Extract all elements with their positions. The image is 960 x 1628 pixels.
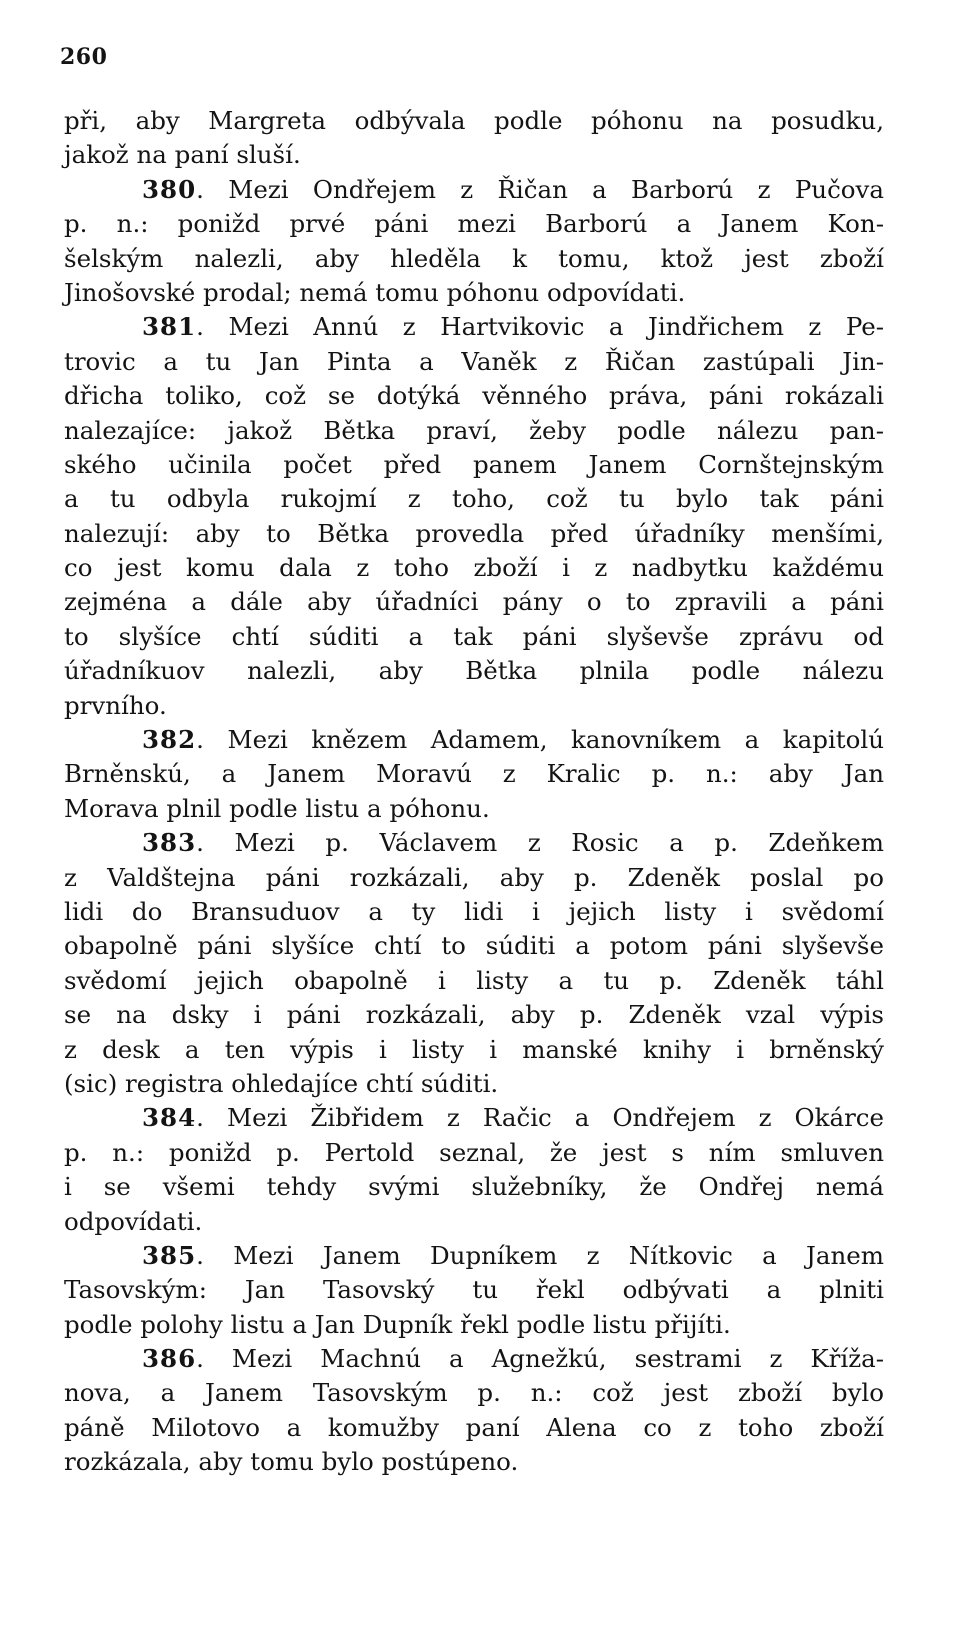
line-text: p. n.: ponižd p. Pertold seznal, že jest s ním smluven [64, 1137, 884, 1167]
line-text: p. n.: ponižd prvé páni mezi Barború a Janem Kon- [64, 209, 884, 239]
line-text: rozkázala, aby tomu bylo postúpeno. [64, 1447, 519, 1477]
line-text: . Mezi Machnú a Agnežkú, sestrami z Křížа- [196, 1344, 884, 1374]
text-line [64, 138, 884, 172]
line-text: lidi do Bransuduov a ty lidi i jejich listy i svědomí [64, 896, 884, 926]
entry-number: 385 [142, 1240, 197, 1270]
line-text: svědomí jejich obapolně i listy a tu p. Zdeněk táhl [64, 965, 884, 995]
line-text: úřadníkuov nalezli, aby Bětka plnila podle nálezu [64, 656, 884, 686]
text-line [64, 792, 884, 826]
text-line [64, 517, 884, 551]
text-line [64, 723, 884, 757]
text-line [64, 242, 884, 276]
text-line [64, 104, 884, 138]
line-text: páně Milotovo a komužby paní Alena co z toho zboží [64, 1412, 884, 1442]
line-text: šelským nalezli, aby hleděla k tomu, ktož jest zboží [64, 243, 884, 273]
text-line [64, 585, 884, 619]
entry-number: 381 [142, 312, 197, 342]
text-line [64, 826, 884, 860]
entry-number: 386 [142, 1344, 197, 1374]
line-text: obapolně páni slyšíce chtí to súditi a potom páni slyševše [64, 931, 884, 961]
text-line [64, 895, 884, 929]
line-text: . Mezi p. Václavem z Rosic a p. Zdeňkem [196, 828, 884, 858]
text-line [64, 1239, 884, 1273]
text-line [64, 929, 884, 963]
text-line [64, 1067, 884, 1101]
line-text: a tu odbyla rukojmí z toho, což tu bylo tak páni [64, 484, 884, 514]
text-line [64, 1205, 884, 1239]
text-line [64, 654, 884, 688]
text-line [64, 1342, 884, 1376]
text-line [64, 448, 884, 482]
text-line [64, 310, 884, 344]
line-text: prvního. [64, 690, 167, 720]
entry-number: 380 [142, 174, 197, 204]
text-line [64, 1376, 884, 1410]
line-text: Brněnskú, a Janem Moravú z Kralic p. n.: aby Jan [64, 759, 884, 789]
line-text: (sic) registra ohledajíce chtí súditi. [64, 1068, 499, 1098]
line-text: jakož na paní sluší. [64, 140, 301, 170]
line-text: ského učinila počet před panem Janem Cornštejnským [64, 449, 884, 479]
text-line [64, 1273, 884, 1307]
text-line [64, 482, 884, 516]
text-line [64, 620, 884, 654]
line-text: . Mezi knězem Adamem, kanovníkem a kapitolú [196, 725, 884, 755]
line-text: . Mezi Ondřejem z Řičan a Barború z Pučova [196, 174, 884, 204]
line-text: i se všemi tehdy svými služebníky, že Ondřej nemá [64, 1172, 884, 1202]
line-text: se na dsky i páni rozkázali, aby p. Zdeněk vzal výpis [64, 1000, 884, 1030]
entry-number: 383 [142, 828, 197, 858]
text-line [64, 964, 884, 998]
line-text: nalezajíce: jakož Bětka praví, žeby podle nálezu pan- [64, 415, 884, 445]
line-text: nalezují: aby to Bětka provedla před úřadníky menšími, [64, 518, 884, 548]
text-line [64, 1445, 884, 1479]
line-text: z Valdštejna páni rozkázali, aby p. Zdeněk poslal po [64, 862, 884, 892]
text-line [64, 998, 884, 1032]
body-text [64, 104, 884, 1480]
line-text: zejména a dále aby úřadníci pány o to zpravili a páni [64, 587, 884, 617]
line-text: trovic a tu Jan Pinta a Vaněk z Řičan zastúpali Jin- [64, 346, 884, 376]
text-line [64, 1136, 884, 1170]
line-text: Jinošovské prodal; nemá tomu póhonu odpovídati. [64, 277, 686, 307]
line-text: nova, a Janem Tasovským p. n.: což jest zboží bylo [64, 1378, 884, 1408]
text-line [64, 276, 884, 310]
line-text: . Mezi Janem Dupníkem z Nítkovic a Janem [196, 1240, 884, 1270]
line-text: Tasovským: Jan Tasovský tu řekl odbývati a plniti [64, 1275, 884, 1305]
line-text: dřicha toliko, což se dotýká věnného práva, páni rokázali [64, 381, 884, 411]
line-text: to slyšíce chtí súditi a tak páni slyševše zprávu od [64, 621, 884, 651]
text-line [64, 379, 884, 413]
text-line [64, 1033, 884, 1067]
line-text: . Mezi Annú z Hartvikovic a Jindřichem z Pe- [196, 312, 884, 342]
text-line [64, 1101, 884, 1135]
text-line [64, 1170, 884, 1204]
text-line [64, 551, 884, 585]
line-text: podle polohy listu a Jan Dupník řekl podle listu přijíti. [64, 1309, 731, 1339]
line-text: při, aby Margreta odbývala podle póhonu na posudku, [64, 106, 884, 135]
line-text: . Mezi Žibřidem z Račic a Ondřejem z Okárce [196, 1103, 884, 1133]
text-line [64, 1411, 884, 1445]
text-line [64, 414, 884, 448]
entry-number: 382 [142, 725, 197, 755]
text-line [64, 1308, 884, 1342]
text-line [64, 173, 884, 207]
text-line [64, 861, 884, 895]
page-number: 260 [60, 44, 108, 70]
text-line [64, 207, 884, 241]
entry-number: 384 [142, 1103, 197, 1133]
line-text: Morava plnil podle listu a póhonu. [64, 793, 490, 823]
text-line [64, 757, 884, 791]
text-line [64, 689, 884, 723]
line-text: co jest komu dala z toho zboží i z nadbytku každému [64, 553, 884, 583]
line-text: z desk a ten výpis i listy i manské knihy i brněnský [64, 1034, 884, 1064]
line-text: odpovídati. [64, 1206, 203, 1236]
text-line [64, 345, 884, 379]
